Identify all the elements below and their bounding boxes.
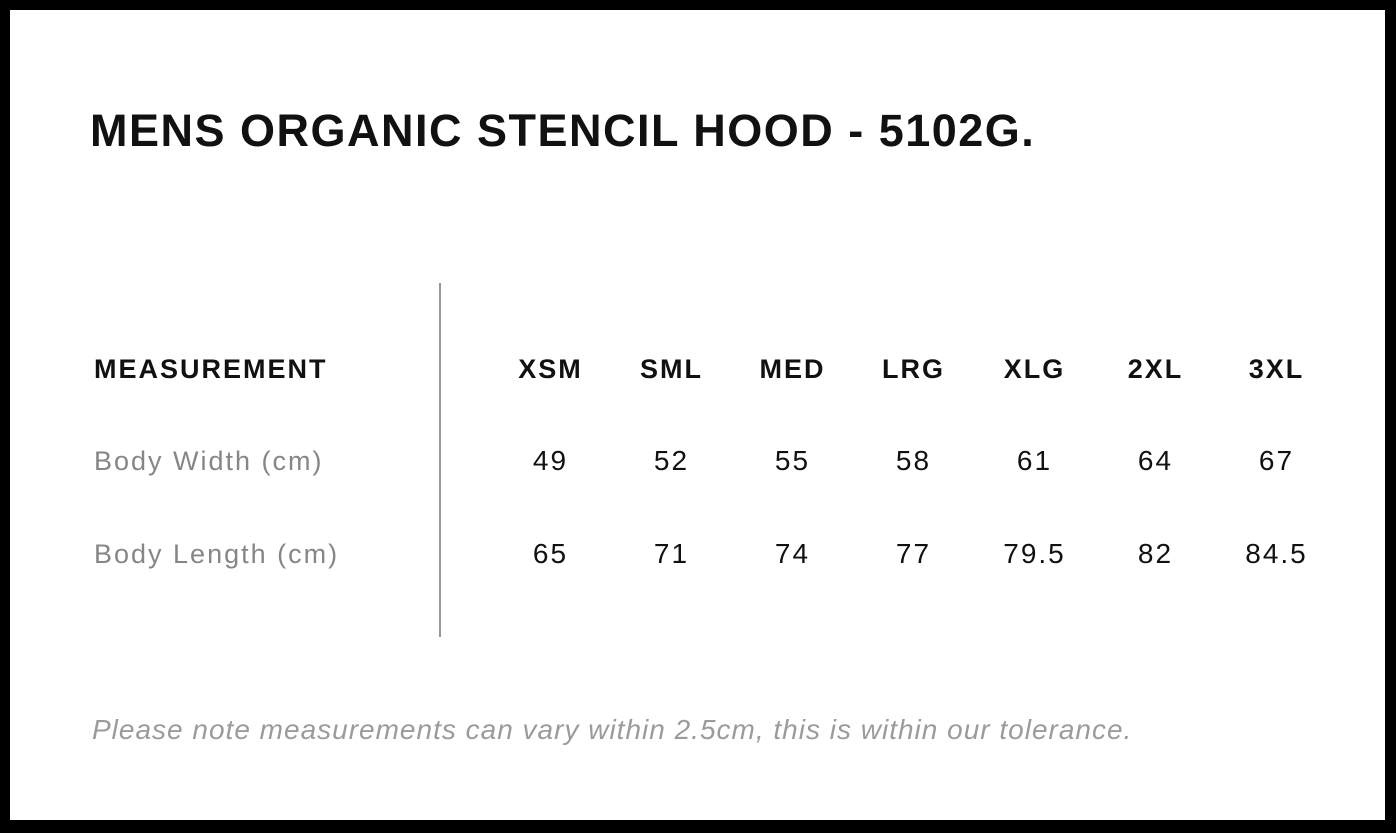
size-column-header-sml: SML	[640, 353, 703, 384]
body-length-value-2xl: 82	[1137, 538, 1174, 569]
body-width-value-3xl: 67	[1258, 445, 1295, 476]
measurement-column-header: MEASUREMENT	[94, 353, 328, 384]
body-width-value-2xl: 64	[1137, 445, 1174, 476]
body-length-value-lrg: 77	[895, 538, 932, 569]
row-label-body-width: Body Width (cm)	[94, 445, 324, 476]
row-label-body-length: Body Length (cm)	[94, 538, 340, 569]
body-width-value-lrg: 58	[895, 445, 932, 476]
size-column-header-2xl: 2XL	[1127, 353, 1184, 384]
table-row-body-length	[94, 532, 1337, 576]
page-title: MENS ORGANIC STENCIL HOOD - 5102G.	[90, 105, 1036, 156]
body-length-value-3xl: 84.5	[1245, 538, 1308, 569]
body-length-value-xsm: 65	[532, 538, 569, 569]
size-table-header-row	[94, 347, 1337, 391]
tolerance-note: Please note measurements can vary within 2.5cm, this is within our tolerance.	[92, 714, 1133, 745]
size-column-header-xsm: XSM	[518, 353, 583, 384]
body-length-value-sml: 71	[653, 538, 690, 569]
size-column-header-3xl: 3XL	[1248, 353, 1305, 384]
body-length-value-xlg: 79.5	[1003, 538, 1066, 569]
body-width-value-sml: 52	[653, 445, 690, 476]
body-length-value-med: 74	[774, 538, 811, 569]
body-width-value-med: 55	[774, 445, 811, 476]
size-column-header-xlg: XLG	[1003, 353, 1066, 384]
body-width-value-xsm: 49	[532, 445, 569, 476]
size-column-header-lrg: LRG	[882, 353, 945, 384]
size-column-header-med: MED	[759, 353, 826, 384]
body-width-value-xlg: 61	[1016, 445, 1053, 476]
table-row-body-width	[94, 439, 1337, 483]
